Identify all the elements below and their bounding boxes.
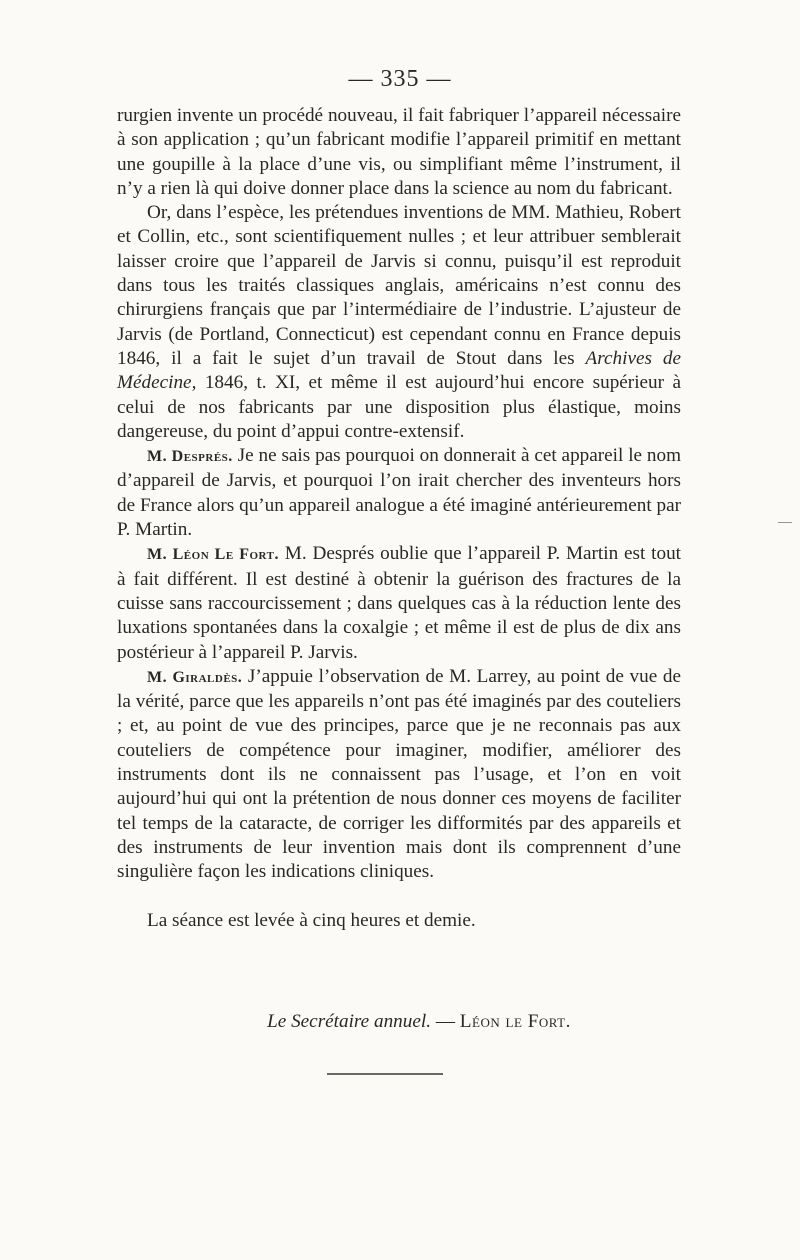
paragraph-continuation: rurgien invente un procédé nouveau, il fait fabriquer l’appareil nécessaire à son application ; qu’un fabricant modifie l’appareil primitif en mettant une goupille à la place d’une vis, ou simplifiant même l’instrument, il n’y a rien là qui doive donner place dans la science au nom du fabricant. [117, 105, 681, 199]
paragraph-text: J’appuie l’observation de M. Larrey, au point de vue de la vérité, parce que les appareils n’ont pas été imaginés par des couteliers ; et, au point de vue des principes, parce que je ne reconnais pas aux couteliers de compétence pour imaginer, modifier, améliorer des instruments dont ils ne connaissent pas l’usage, et l’on en voit aujourd’hui qui ont la prétention de nous donner ces moyens de faciliter tel temps de la cataracte, de corriger les difformités par des appareils et des instruments de leur invention mais dont ils comprennent d’une singulière façon les indications cliniques. [117, 665, 681, 883]
end-rule [327, 1073, 443, 1075]
page-number: — 335 — [348, 66, 452, 92]
margin-mark [778, 522, 792, 523]
signature-role: Le Secrétaire annuel. [267, 1011, 432, 1032]
journal-title: Archives de Médecine, [117, 347, 681, 394]
paragraph-text: 1846, t. XI, et même il est aujourd’hui encore supérieur à celui de nos fabricants par une disposition plus élastique, moins dangereuse, du point d’appui contre-extensif. [117, 372, 681, 442]
paragraph-text: Je ne sais pas pourquoi on donnerait à cet appareil le nom d’appareil de Jarvis, et pourquoi l’on irait chercher des inventeurs hors de France alors qu’un appareil analogue a été imaginé antérieurement par P. Martin. [117, 445, 682, 541]
paragraph-le-fort [117, 542, 681, 664]
paragraph-text: M. Després oublie que l’appareil P. Martin est tout à fait différent. Il est destiné à obtenir la guérison des fractures de la cuisse sans raccourcissement ; dans quelques cas à la réduction lente des luxations spontanées dans la coxalgie ; et même il est de plus de dix ans postérieur à l’appareil P. Jarvis. [117, 543, 682, 663]
speaker-name: M. Giraldès. [147, 668, 243, 686]
paragraph-jarvis-apparatus [117, 201, 681, 444]
signature-line [117, 1011, 681, 1033]
signature-name: Léon le Fort. [459, 1011, 571, 1032]
session-closing: La séance est levée à cinq heures et demie. [147, 909, 476, 931]
body-text [117, 104, 681, 933]
paragraph-giraldes [117, 665, 681, 885]
paragraph-despres [117, 444, 681, 542]
speaker-name: M. Léon Le Fort. [147, 546, 279, 564]
paragraph-text: Or, dans l’espèce, les prétendues inventions de MM. Mathieu, Robert et Collin, etc., sont scientifiquement nulles ; et leur attribuer semblerait laisser croire que l’appareil de Jarvis si connu, puisqu’il est reproduit dans tous les traités classiques anglais, américains n’est connu des chirurgiens français que par l’intermédiaire de l’industrie. L’ajusteur de Jarvis (de Portland, Connecticut) est cependant connu en France depuis 1846, il a fait le sujet d’un travail de Stout dans les [117, 202, 681, 369]
speaker-name: M. Després. [147, 448, 233, 466]
signature-dash: — [431, 1011, 460, 1032]
